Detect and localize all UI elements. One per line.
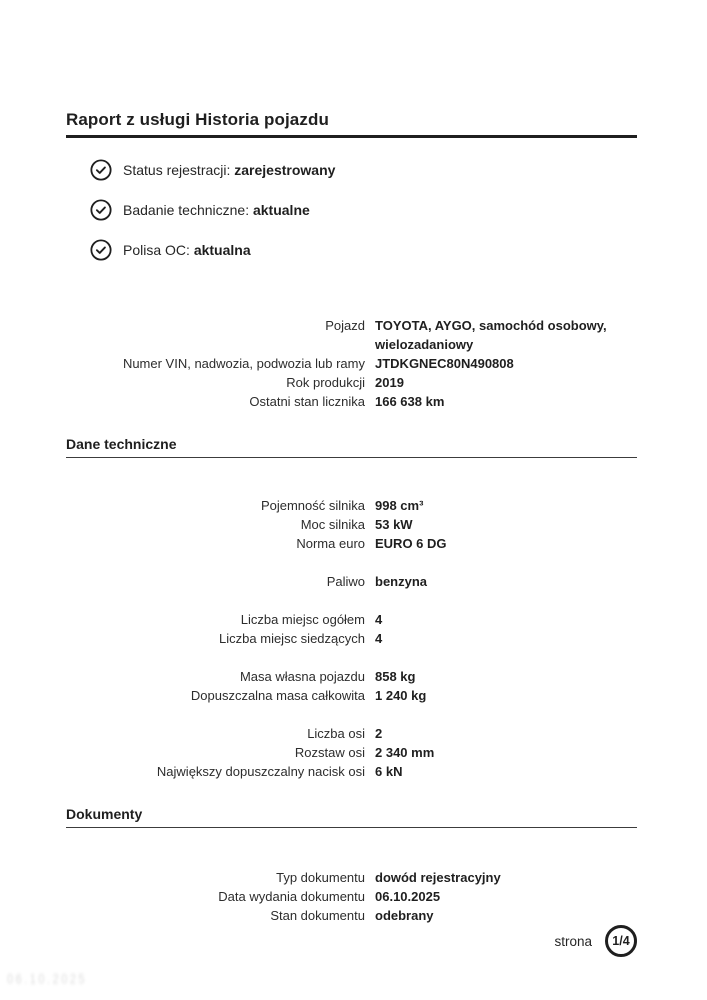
group-spacer [66,553,637,572]
field-label: Norma euro [296,536,365,551]
field-label: Największy dopuszczalny nacisk osi [156,764,365,779]
status-list [90,159,335,279]
field-value: EURO 6 DG [375,536,447,551]
field-label: Liczba miejsc ogółem [240,612,365,627]
status-label: Status rejestracji: [123,162,231,178]
field-label: Liczba miejsc siedzących [219,631,365,646]
field-value: 1 240 kg [375,688,427,703]
watermark: 06.10.2025 [7,972,88,987]
page-footer [66,925,637,957]
field-value: dowód rejestracyjny [375,870,501,885]
field-value: 858 kg [375,669,416,684]
status-text [123,202,310,218]
field-label: Moc silnika [300,517,365,532]
status-value: zarejestrowany [234,162,336,178]
group-spacer [66,648,637,667]
documents-table [66,868,637,925]
page-number-label: strona [554,933,592,949]
check-circle-icon [90,199,112,221]
field-value: 166 638 km [375,394,445,409]
section-header-technical: Dane techniczne [66,435,637,458]
field-label: Masa własna pojazdu [239,669,365,684]
check-circle-icon [90,159,112,181]
page-title-block [66,110,637,138]
field-label: Data wydania dokumentu [218,889,365,904]
section-header-documents: Dokumenty [66,805,637,828]
field-label: Liczba osi [307,726,365,741]
status-text [123,242,251,258]
field-value: TOYOTA, AYGO, samochód osobowy, wielozadaniowy [375,318,607,352]
page-title: Raport z usługi Historia pojazdu [66,110,329,129]
field-value: odebrany [375,908,434,923]
status-item-inspection [90,199,335,221]
field-label: Pojazd [325,318,365,333]
field-value: 2019 [375,375,404,390]
field-label: Stan dokumentu [270,908,365,923]
page-number-badge: 1/4 [605,925,637,957]
status-value: aktualna [193,242,251,258]
status-value: aktualne [252,202,310,218]
vehicle-info-table [66,316,637,411]
field-value: 998 cm³ [375,498,424,513]
field-value: 06.10.2025 [375,889,441,904]
status-text [123,162,335,178]
status-label: Badanie techniczne: [123,202,250,218]
field-label: Pojemność silnika [260,498,365,513]
field-label: Paliwo [326,574,365,589]
field-label: Numer VIN, nadwozia, podwozia lub ramy [122,356,365,371]
field-label: Dopuszczalna masa całkowita [190,688,365,703]
field-value: JTDKGNEC80N490808 [375,356,514,371]
field-value: 6 kN [375,764,403,779]
status-label: Polisa OC: [123,242,190,258]
field-value: 2 340 mm [375,745,435,760]
field-value: 4 [375,631,383,646]
status-item-insurance [90,239,335,261]
status-item-registration [90,159,335,181]
field-label: Typ dokumentu [276,870,365,885]
field-label: Rozstaw osi [294,745,365,760]
field-label: Rok produkcji [286,375,365,390]
group-spacer [66,705,637,724]
field-value: 53 kW [375,517,413,532]
field-value: 2 [375,726,383,741]
field-label: Ostatni stan licznika [249,394,365,409]
technical-data-table [66,496,637,781]
field-value: benzyna [375,574,428,589]
field-value: 4 [375,612,383,627]
group-spacer [66,591,637,610]
check-circle-icon [90,239,112,261]
